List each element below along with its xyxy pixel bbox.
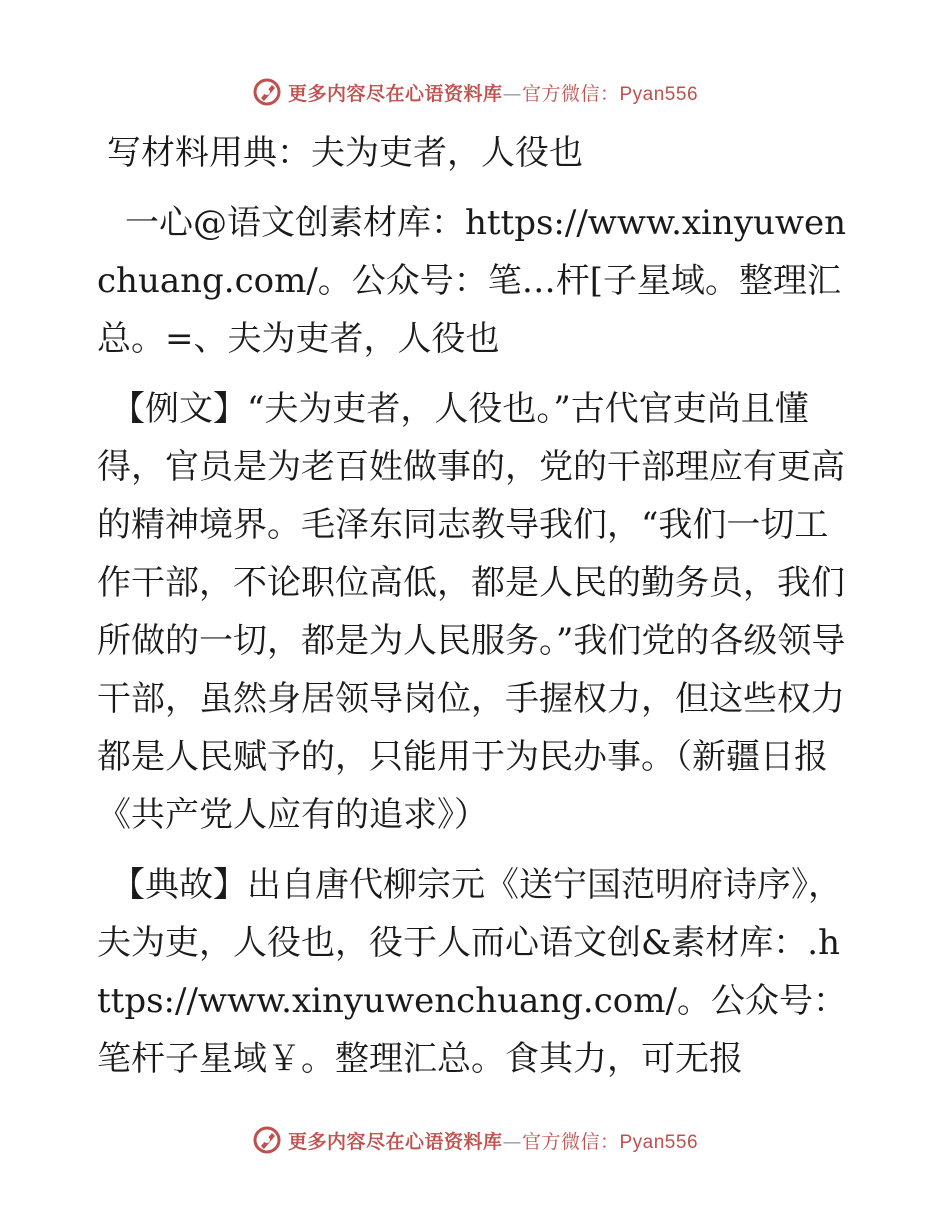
banner-dash: — bbox=[502, 1130, 522, 1153]
pen-circle-logo-icon bbox=[252, 77, 282, 107]
document-title: 写材料用典：夫为吏者，人役也 bbox=[107, 133, 583, 173]
banner-slogan: 更多内容尽在心语资料库 bbox=[287, 1130, 503, 1153]
banner-text bbox=[288, 1127, 698, 1154]
example-paragraph: 【例文】“夫为吏者，人役也。”古代官吏尚且懂得，官员是为老百姓做事的，党的干部理应有更高的精神境界。毛泽东同志教导我们，“我们一切工作干部，不论职位高低，都是人民的勤务员，我们所做的一切，都是为人民服务。”我们党的各级领导干部，虽然身居领导岗位，手握权力，但这些权力都是人民赋予的，只能用于为民办事。（新疆日报《共产党人应有的追求》） bbox=[97, 389, 846, 835]
banner-dash: — bbox=[502, 82, 522, 105]
document-body bbox=[97, 124, 849, 1088]
pen-circle-logo-icon bbox=[252, 1125, 282, 1155]
source-paragraph: 一心@语文创素材库：https://www.xinyuwenchuang.com/。公众号：笔…杆[子星域。整理汇总。=、夫为吏者，人役也 bbox=[97, 203, 847, 359]
banner-wechat-label: 官方微信： bbox=[521, 82, 620, 105]
banner-wechat-label: 官方微信： bbox=[521, 1130, 620, 1153]
banner-wechat-id: Pyan556 bbox=[619, 1131, 699, 1153]
banner-text bbox=[288, 79, 698, 106]
allusion-paragraph: 【典故】出自唐代柳宗元《送宁国范明府诗序》，夫为吏，人役也，役于人而心语文创&素材库：.https://www.xinyuwenchuang.com/。公众号：笔杆子星域￥。整理汇总。食其力，可无报 bbox=[97, 865, 847, 1079]
banner-wechat-id: Pyan556 bbox=[619, 83, 699, 105]
header-banner bbox=[0, 72, 950, 112]
footer-banner bbox=[0, 1120, 950, 1160]
banner-slogan: 更多内容尽在心语资料库 bbox=[287, 82, 503, 105]
